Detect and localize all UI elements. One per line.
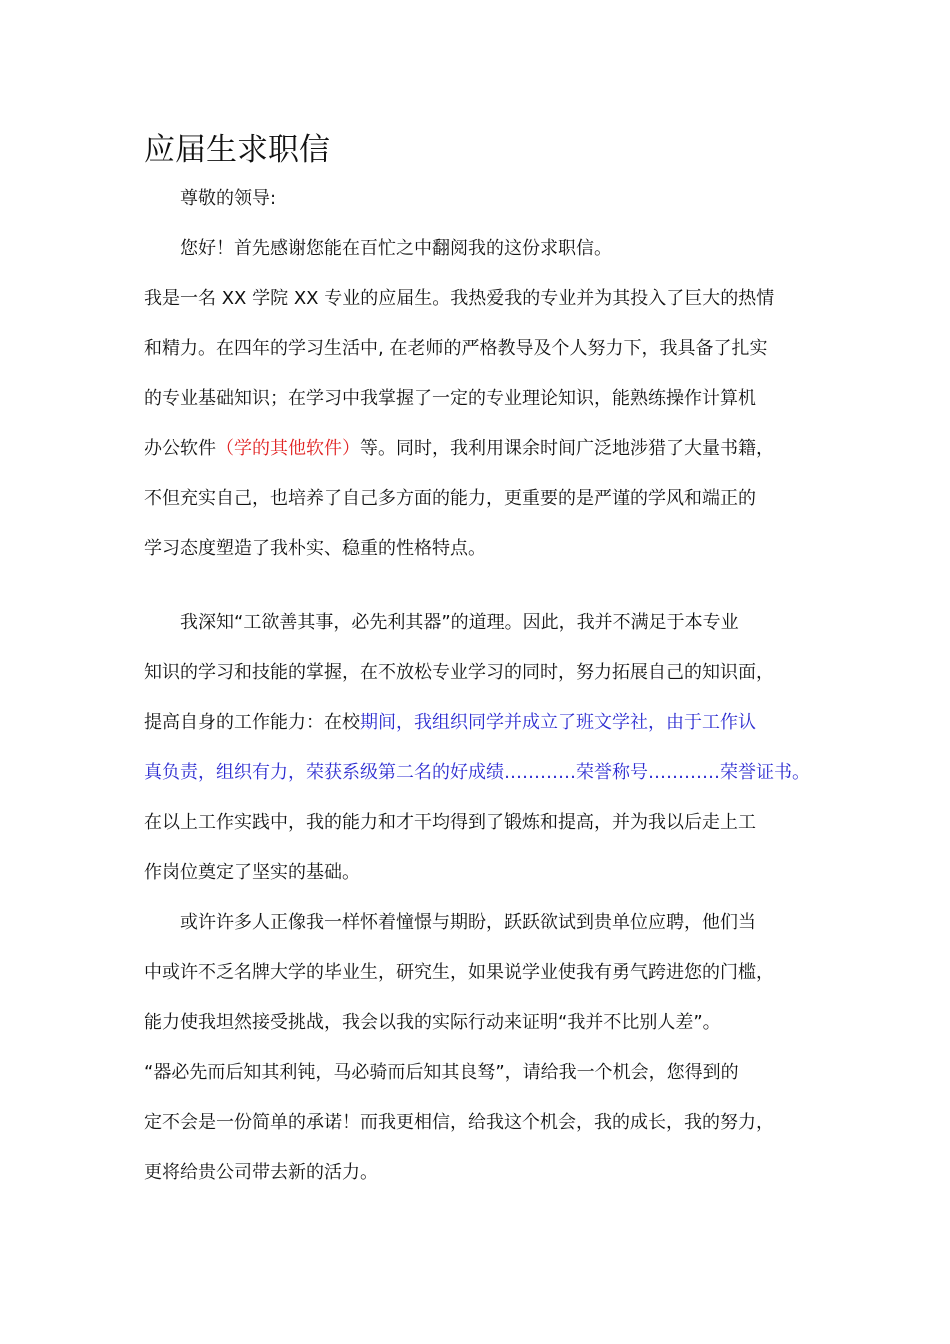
paragraph-2-line-1: 我深知“工欲善其事，必先利其器”的道理。因此，我并不满足于本专业 — [180, 612, 739, 633]
paragraph-1-line-4 — [144, 436, 824, 462]
highlighted-text-blue: 期间，我组织同学并成立了班文学社，由于工作认 — [360, 712, 756, 733]
paragraph-2-line-3 — [144, 710, 824, 736]
document-title: 应届生求职信 — [144, 132, 330, 168]
text-segment: 提高自身的工作能力：在校 — [144, 712, 360, 733]
paragraph-2-line-6: 作岗位奠定了坚实的基础。 — [144, 862, 360, 883]
paragraph-3-line-2: 中或许不乏名牌大学的毕业生，研究生，如果说学业使我有勇气跨进您的门槛， — [144, 962, 774, 983]
paragraph-2-line-4: 真负责，组织有力，荣获系级第二名的好成绩…………荣誉称号…………荣誉证书。 — [144, 762, 810, 783]
paragraph-3-line-3: 能力使我坦然接受挑战，我会以我的实际行动来证明“我并不比别人差”。 — [144, 1012, 721, 1033]
opening-line: 您好！首先感谢您能在百忙之中翻阅我的这份求职信。 — [180, 238, 612, 259]
text-segment: 办公软件 — [144, 438, 216, 459]
paragraph-2-line-5: 在以上工作实践中，我的能力和才干均得到了锻炼和提高，并为我以后走上工 — [144, 812, 756, 833]
paragraph-1-line-3: 的专业基础知识；在学习中我掌握了一定的专业理论知识，能熟练操作计算机 — [144, 388, 756, 409]
salutation: 尊敬的领导: — [180, 188, 277, 209]
paragraph-3-line-6: 更将给贵公司带去新的活力。 — [144, 1162, 378, 1183]
text-segment: 等。同时，我利用课余时间广泛地涉猎了大量书籍， — [360, 438, 774, 459]
paragraph-1-line-6: 学习态度塑造了我朴实、稳重的性格特点。 — [144, 538, 486, 559]
paragraph-3-line-1: 或许许多人正像我一样怀着憧憬与期盼，跃跃欲试到贵单位应聘，他们当 — [180, 912, 756, 933]
highlighted-text-red: （学的其他软件） — [216, 438, 360, 459]
paragraph-1-line-5: 不但充实自己，也培养了自己多方面的能力，更重要的是严谨的学风和端正的 — [144, 488, 756, 509]
paragraph-1-line-2: 和精力。在四年的学习生活中, 在老师的严格教导及个人努力下，我具备了扎实 — [144, 338, 768, 359]
paragraph-3-line-5: 定不会是一份简单的承诺！而我更相信，给我这个机会，我的成长，我的努力， — [144, 1112, 774, 1133]
paragraph-2-line-2: 知识的学习和技能的掌握，在不放松专业学习的同时，努力拓展自己的知识面， — [144, 662, 774, 683]
paragraph-3-line-4: “器必先而后知其利钝，马必骑而后知其良驽”，请给我一个机会，您得到的 — [144, 1062, 739, 1083]
paragraph-1-line-1: 我是一名 XX 学院 XX 专业的应届生。我热爱我的专业并为其投入了巨大的热情 — [144, 288, 775, 309]
